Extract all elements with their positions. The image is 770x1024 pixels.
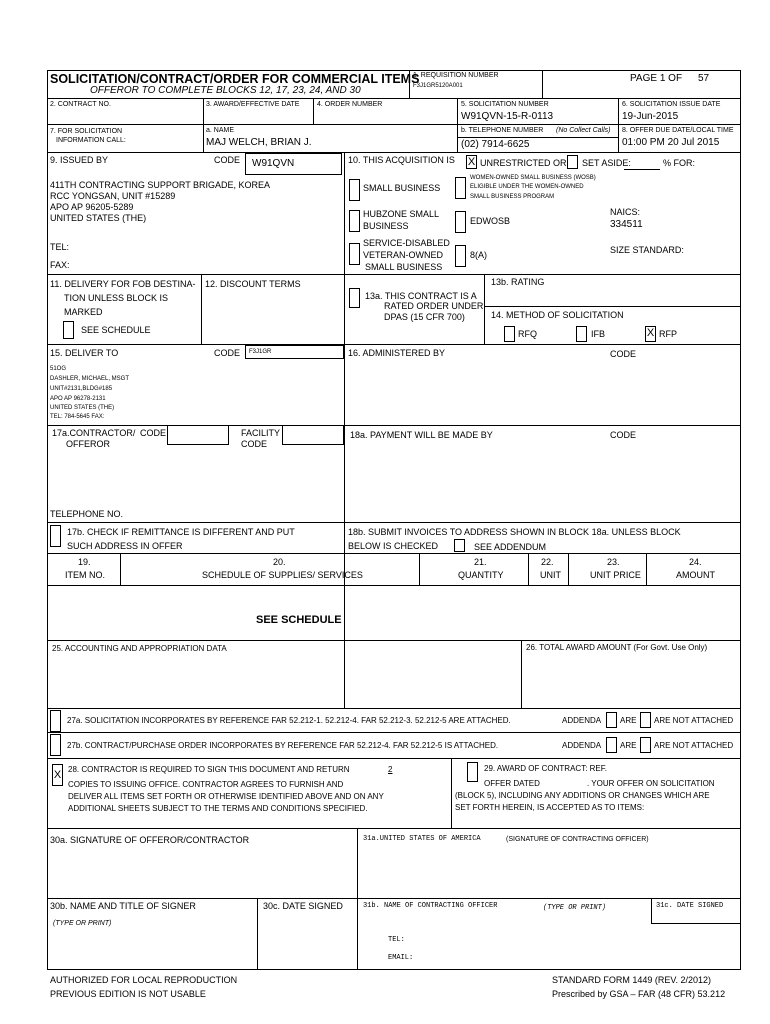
col-22-num: 22.: [541, 557, 554, 567]
wosb-line-1: WOMEN-OWNED SMALL BUSINESS (WOSB): [470, 175, 596, 181]
requisition-number: F3J1GR5120A001: [413, 83, 463, 89]
footer-left-2: PREVIOUS EDITION IS NOT USABLE: [50, 989, 206, 999]
signer-type-print: (TYPE OR PRINT): [53, 920, 112, 927]
addenda-27b-are-checkbox[interactable]: [606, 737, 617, 753]
rfp-label: RFP: [659, 329, 677, 339]
wosb-line-2: ELIGIBLE UNDER THE WOMEN-OWNED: [470, 184, 584, 190]
set-aside-checkbox[interactable]: [567, 155, 578, 169]
contractor-code-label: CODE: [140, 428, 167, 438]
form-subtitle: OFFEROR TO COMPLETE BLOCKS 12, 17, 23, 24, AND 30: [90, 85, 361, 96]
naics-label: NAICS:: [610, 207, 641, 217]
officer-type-print: (TYPE OR PRINT): [543, 904, 607, 912]
footer-left-1: AUTHORIZED FOR LOCAL REPRODUCTION: [50, 975, 238, 985]
clause-28-line-1: 28. CONTRACTOR IS REQUIRED TO SIGN THIS DOCUMENT AND RETURN: [68, 765, 350, 774]
contractor-label-1: 17a.CONTRACTOR/: [52, 428, 136, 438]
remittance-checkbox[interactable]: [50, 525, 61, 547]
invoice-line-2: BELOW IS CHECKED: [348, 541, 439, 551]
footer-right-1: STANDARD FORM 1449 (REV. 2/2012): [552, 975, 712, 985]
for-info-label-1: 7. FOR SOLICITATION: [50, 128, 123, 135]
percent-for-label: % FOR:: [663, 158, 696, 168]
issued-line-2: RCC YONGSAN, UNIT #15289: [50, 191, 176, 201]
rfq-checkbox[interactable]: [504, 326, 515, 342]
contact-name: MAJ WELCH, BRIAN J.: [206, 137, 312, 148]
issued-line-4: UNITED STATES (THE): [50, 213, 147, 223]
sdvosb-checkbox[interactable]: [349, 243, 360, 265]
sdvosb-line-1: SERVICE-DISABLED: [363, 238, 450, 248]
addenda-27a-arenot-checkbox[interactable]: [640, 712, 651, 728]
see-addendum-label: SEE ADDENDUM: [474, 542, 547, 552]
size-standard-label: SIZE STANDARD:: [610, 245, 684, 255]
col-21-num: 21.: [474, 557, 487, 567]
contact-name-label: a. NAME: [206, 127, 235, 134]
requisition-label: 1. REQUISITION NUMBER: [413, 72, 499, 79]
officer-name-label: 31b. NAME OF CONTRACTING OFFICER: [363, 902, 498, 910]
deliver-to-code: F3J1GR: [249, 349, 272, 355]
offer-due-label: 8. OFFER DUE DATE/LOCAL TIME: [622, 127, 734, 134]
ifb-checkbox[interactable]: [576, 326, 587, 342]
officer-tel-label: TEL:: [388, 936, 405, 944]
naics-code: 334511: [610, 219, 643, 230]
deliver-to-line-6: TEL: 784-5645 FAX:: [50, 414, 105, 420]
fob-line-3: MARKED: [64, 307, 103, 317]
fob-line-2: TION UNLESS BLOCK IS: [64, 293, 169, 303]
signer-name-label: 30b. NAME AND TITLE OF SIGNER: [50, 901, 196, 911]
solicitation-number-label: 5. SOLICITATION NUMBER: [461, 101, 549, 108]
total-award-label: 26. TOTAL AWARD AMOUNT (For Govt. Use Only): [526, 643, 708, 652]
col-22-label: UNIT: [540, 570, 561, 580]
form-title: SOLICITATION/CONTRACT/ORDER FOR COMMERCIAL ITEMS: [50, 72, 420, 86]
issued-fax: FAX:: [50, 260, 70, 270]
officer-email-label: EMAIL:: [388, 954, 414, 962]
col-20-label: SCHEDULE OF SUPPLIES/ SERVICES: [202, 570, 363, 580]
addenda-27b-arenot: ARE NOT ATTACHED: [654, 741, 734, 750]
deliver-to-code-label: CODE: [214, 348, 241, 358]
addenda-27b-label: ADDENDA: [562, 741, 602, 750]
telephone-no-label: TELEPHONE NO.: [50, 509, 124, 519]
clause-28-copies: 2: [388, 765, 393, 774]
administered-code-label: CODE: [610, 349, 637, 359]
facility-label-2: CODE: [241, 439, 268, 449]
issued-tel: TEL:: [50, 242, 70, 252]
contractor-sign-checkbox[interactable]: X: [52, 764, 63, 786]
rating-label: 13b. RATING: [491, 277, 545, 287]
telephone-note: (No Collect Calls): [556, 127, 611, 134]
clause-29-line-1: 29. AWARD OF CONTRACT: REF.: [484, 764, 607, 773]
wosb-checkbox[interactable]: [455, 177, 466, 199]
deliver-to-line-1: 51OG: [50, 366, 67, 372]
deliver-to-line-5: UNITED STATES (THE): [50, 405, 115, 411]
col-23-label: UNIT PRICE: [590, 570, 641, 580]
hubzone-line-2: BUSINESS: [363, 221, 409, 231]
contract-no-label: 2. CONTRACT NO.: [50, 101, 111, 108]
col-24-label: AMOUNT: [676, 570, 715, 580]
see-schedule-label: SEE SCHEDULE: [81, 325, 151, 335]
edwosb-checkbox[interactable]: [455, 211, 466, 233]
sdvosb-line-3: SMALL BUSINESS: [365, 262, 443, 272]
clause-27a: 27a. SOLICITATION INCORPORATES BY REFERENCE FAR 52.212-1. 52.212-4. FAR 52.212-3. 52.212-5 ARE ATTACHED.: [67, 716, 511, 725]
telephone-number: (02) 7914-6625: [461, 139, 530, 150]
issued-by-label: 9. ISSUED BY: [50, 155, 109, 165]
remittance-line-1: 17b. CHECK IF REMITTANCE IS DIFFERENT AND PUT: [67, 527, 295, 537]
clause-27b-checkbox[interactable]: [50, 734, 61, 756]
clause-29-your-offer: . YOUR OFFER ON SOLICITATION: [587, 779, 715, 788]
page-label: PAGE 1 OF: [630, 73, 683, 84]
for-info-label-2: INFORMATION CALL:: [56, 137, 126, 144]
officer-date-signed-label: 31c. DATE SIGNED: [656, 902, 724, 910]
col-20-num: 20.: [273, 557, 286, 567]
telephone-label: b. TELEPHONE NUMBER: [461, 127, 544, 134]
clause-29-offer-dated: OFFER DATED: [484, 779, 540, 788]
small-business-checkbox[interactable]: [349, 179, 360, 201]
footer-right-2: Prescribed by GSA – FAR (48 CFR) 53.212: [552, 989, 726, 999]
clause-29-line-3: (BLOCK 5), INCLUDING ANY ADDITIONS OR CHANGES WHICH ARE: [455, 791, 710, 800]
col-21-label: QUANTITY: [458, 570, 504, 580]
rated-line-1: 13a. THIS CONTRACT IS A: [365, 291, 477, 301]
offeror-signature-label: 30a. SIGNATURE OF OFFEROR/CONTRACTOR: [50, 835, 250, 845]
issued-code: W91QVN: [252, 158, 295, 169]
facility-label-1: FACILITY: [241, 428, 281, 438]
set-aside-label: SET ASIDE:: [582, 158, 631, 168]
rated-line-3: DPAS (15 CFR 700): [384, 312, 465, 322]
fob-line-1: 11. DELIVERY FOR FOB DESTINA-: [50, 279, 196, 289]
solicitation-date-label: 6. SOLICITATION ISSUE DATE: [622, 101, 721, 108]
contractor-label-2: OFFEROR: [66, 439, 110, 449]
sdvosb-line-2: VETERAN-OWNED: [363, 250, 444, 260]
eight-a-label: 8(A): [470, 250, 488, 260]
addenda-27a-are: ARE: [620, 716, 637, 725]
payment-code-label: CODE: [610, 430, 637, 440]
deliver-to-label: 15. DELIVER TO: [50, 348, 119, 358]
eight-a-checkbox[interactable]: [455, 245, 466, 267]
wosb-line-3: SMALL BUSINESS PROGRAM: [470, 194, 555, 200]
payment-label: 18a. PAYMENT WILL BE MADE BY: [350, 430, 493, 440]
officer-signature-label: (SIGNATURE OF CONTRACTING OFFICER): [506, 836, 649, 843]
administered-by-label: 16. ADMINISTERED BY: [348, 348, 446, 358]
usa-signature-label: 31a.UNITED STATES OF AMERICA: [363, 835, 481, 843]
addenda-27a-are-checkbox[interactable]: [606, 712, 617, 728]
issued-line-3: APO AP 96205-5289: [50, 202, 134, 212]
clause-28-line-4: ADDITIONAL SHEETS SUBJECT TO THE TERMS AND CONDITIONS SPECIFIED.: [68, 804, 368, 813]
addenda-27b-are: ARE: [620, 741, 637, 750]
rated-line-2: RATED ORDER UNDER: [384, 301, 484, 311]
hubzone-line-1: HUBZONE SMALL: [363, 209, 440, 219]
small-business-label: SMALL BUSINESS: [363, 183, 441, 193]
addenda-27b-arenot-checkbox[interactable]: [640, 737, 651, 753]
award-checkbox[interactable]: [467, 762, 478, 782]
discount-terms-label: 12. DISCOUNT TERMS: [205, 279, 301, 289]
issued-line-1: 411TH CONTRACTING SUPPORT BRIGADE, KOREA: [50, 180, 271, 190]
unrestricted-checkbox[interactable]: X: [467, 156, 476, 168]
clause-29-line-4: SET FORTH HEREIN, IS ACCEPTED AS TO ITEMS:: [455, 803, 645, 812]
clause-28-line-2: COPIES TO ISSUING OFFICE. CONTRACTOR AGREES TO FURNISH AND: [68, 780, 344, 789]
rated-order-checkbox[interactable]: [349, 288, 360, 308]
solicitation-date: 19-Jun-2015: [622, 111, 679, 122]
edwosb-label: EDWOSB: [470, 216, 511, 226]
ifb-label: IFB: [591, 329, 606, 339]
addenda-27a-arenot: ARE NOT ATTACHED: [654, 716, 734, 725]
hubzone-checkbox[interactable]: [349, 210, 360, 232]
award-date-label: 3. AWARD/EFFECTIVE DATE: [206, 101, 300, 108]
col-19-label: ITEM NO.: [65, 570, 105, 580]
rfq-label: RFQ: [518, 329, 537, 339]
col-24-num: 24.: [689, 557, 702, 567]
accounting-label: 25. ACCOUNTING AND APPROPRIATION DATA: [52, 644, 227, 653]
deliver-to-line-2: DASHLER, MICHAEL, MSGT: [50, 376, 130, 382]
see-schedule-heading: SEE SCHEDULE: [256, 614, 342, 626]
clause-27b: 27b. CONTRACT/PURCHASE ORDER INCORPORATES BY REFERENCE FAR 52.212-4. FAR 52.212-5 IS ATTACHED.: [67, 741, 499, 750]
page-total: 57: [698, 73, 710, 84]
order-number-label: 4. ORDER NUMBER: [317, 101, 383, 108]
see-addendum-checkbox[interactable]: [454, 539, 465, 552]
acquisition-label: 10. THIS ACQUISITION IS: [348, 155, 455, 165]
addenda-27a-label: ADDENDA: [562, 716, 602, 725]
solicitation-number: W91QVN-15-R-0113: [461, 111, 554, 122]
clause-27a-checkbox[interactable]: [50, 710, 61, 732]
method-label: 14. METHOD OF SOLICITATION: [491, 310, 624, 320]
clause-28-line-3: DELIVER ALL ITEMS SET FORTH OR OTHERWISE IDENTIFIED ABOVE AND ON ANY: [68, 792, 384, 801]
deliver-to-line-4: APO AP 96278-2131: [50, 396, 106, 402]
col-19-num: 19.: [78, 557, 91, 567]
see-schedule-checkbox[interactable]: [63, 321, 74, 339]
deliver-to-line-3: UNIT#2131,BLDG#185: [50, 386, 113, 392]
rfp-checkbox[interactable]: X: [645, 326, 656, 342]
offer-due-date: 01:00 PM 20 Jul 2015: [622, 137, 720, 148]
invoice-line-1: 18b. SUBMIT INVOICES TO ADDRESS SHOWN IN BLOCK 18a. UNLESS BLOCK: [348, 527, 681, 537]
unrestricted-label: UNRESTRICTED OR: [480, 158, 567, 168]
col-23-num: 23.: [607, 557, 620, 567]
remittance-line-2: SUCH ADDRESS IN OFFER: [67, 541, 183, 551]
date-signed-label: 30c. DATE SIGNED: [263, 901, 343, 911]
issued-code-label: CODE: [214, 155, 241, 165]
